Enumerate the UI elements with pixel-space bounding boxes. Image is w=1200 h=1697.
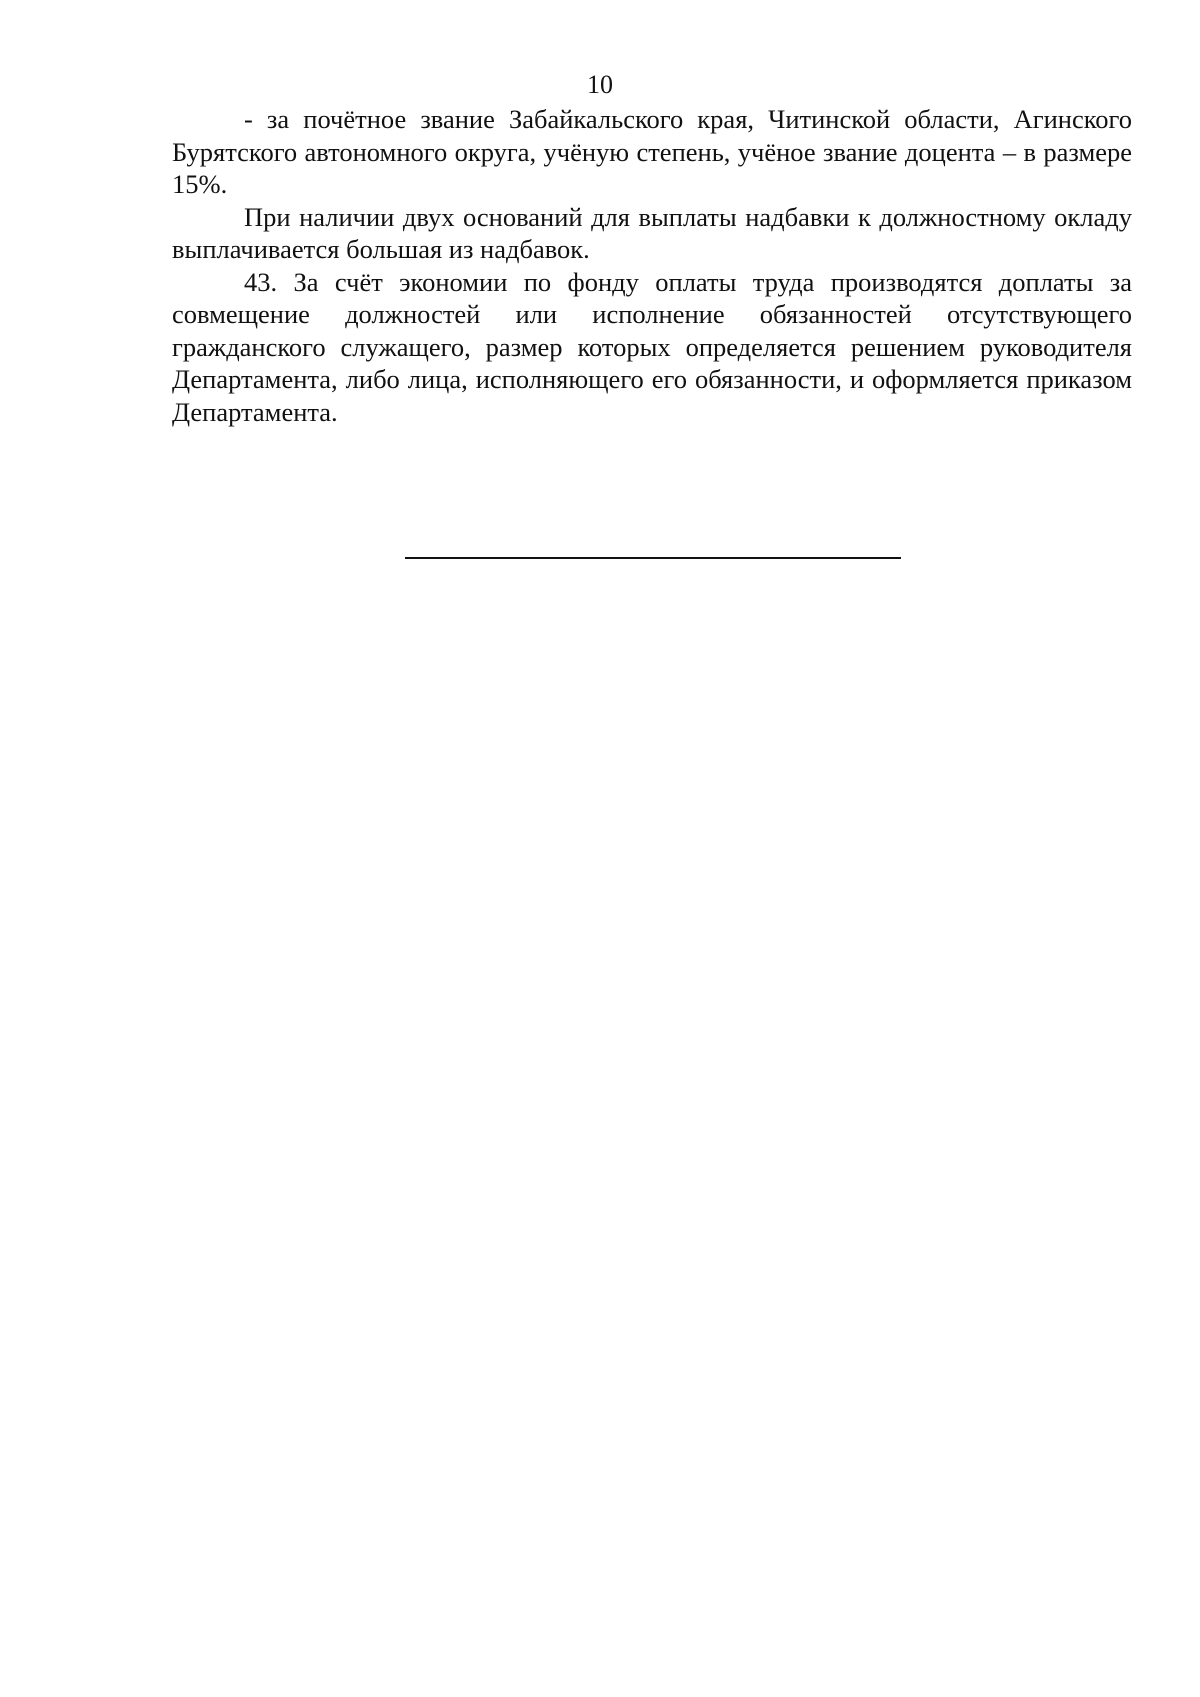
paragraph-honorary-title: - за почётное звание Забайкальского края, Читинской области, Агинского Бурятского автономного округа, учёную степень, учёное звание доцента – в размере 15%. bbox=[172, 104, 1132, 199]
paragraph-two-grounds: При наличии двух оснований для выплаты надбавки к должностному окладу выплачивается большая из надбавок. bbox=[172, 201, 1132, 264]
page-number: 10 bbox=[587, 70, 613, 99]
paragraph-item-43: 43. За счёт экономии по фонду оплаты труда производятся доплаты за совмещение должностей или исполнение обязанностей отсутствующего гражданского служащего, размер которых определяется решением руководителя Департамента, либо лица, исполняющего его обязанности, и оформляется приказом Департамента. bbox=[172, 266, 1132, 427]
document-body bbox=[172, 103, 1132, 428]
end-divider-line bbox=[405, 557, 901, 559]
